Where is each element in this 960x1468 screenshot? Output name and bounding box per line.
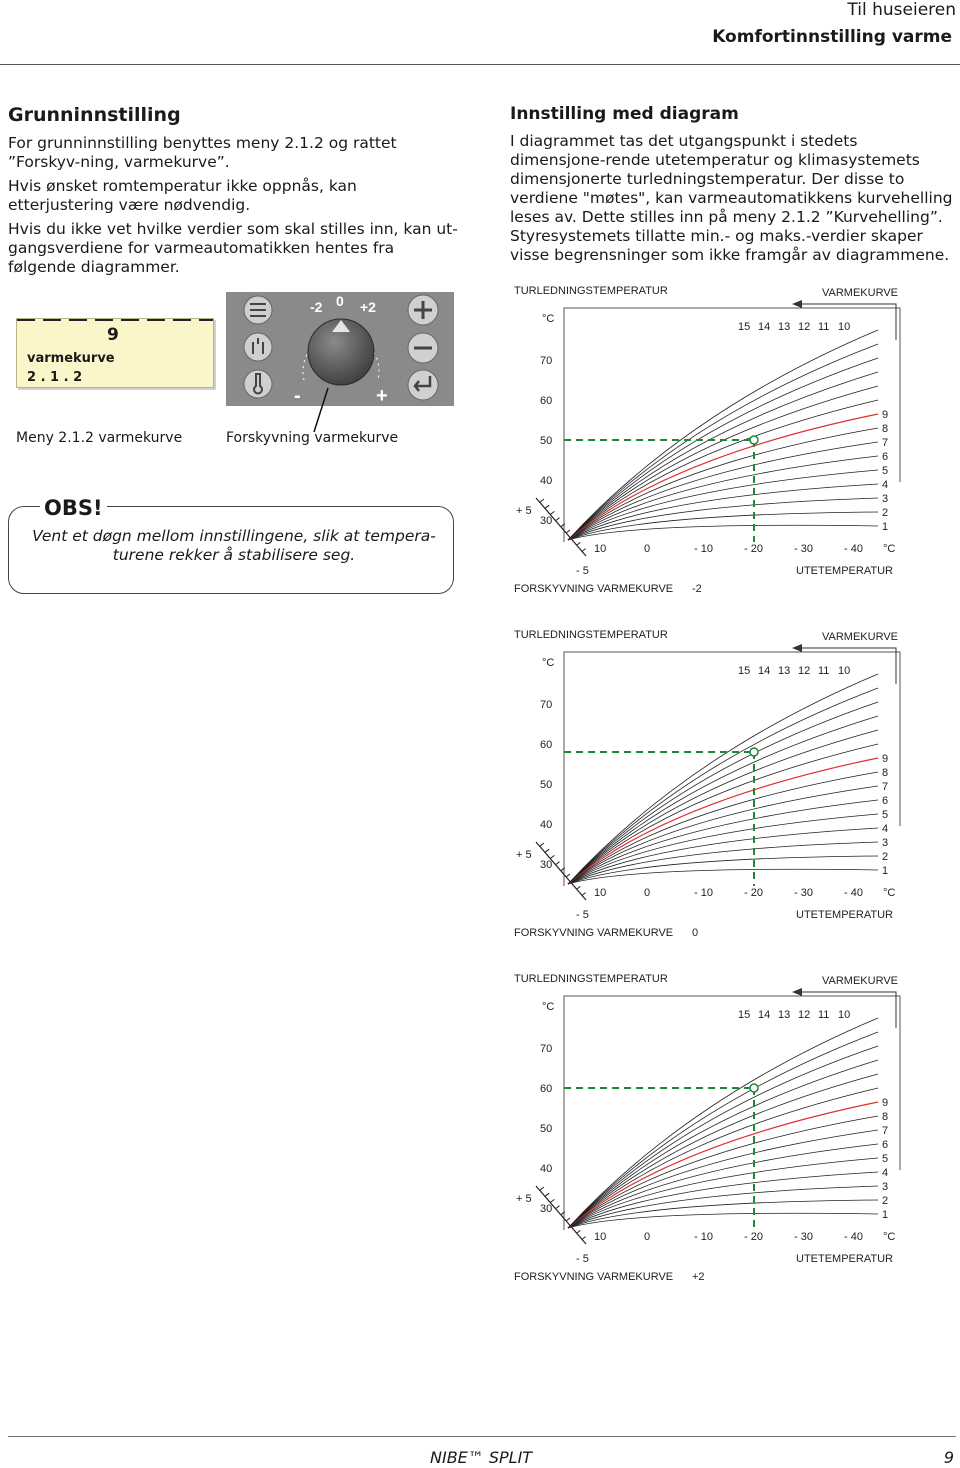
x-tick-label: - 30 — [794, 543, 813, 555]
minus-button[interactable] — [408, 333, 438, 363]
dial-label-plus2: +2 — [360, 299, 376, 315]
x-tick-label: - 20 — [744, 543, 763, 555]
y-tick-label: 40 — [540, 1163, 553, 1175]
dial-pointer-line — [300, 386, 340, 436]
shift-label: FORSKYVNING VARMEKURVE — [514, 927, 674, 939]
shift-axis-tick — [540, 843, 544, 846]
heating-curve — [568, 688, 878, 884]
left-column — [8, 104, 458, 277]
shift-axis-tick — [556, 862, 560, 865]
axis-title-supply: TURLEDNINGSTEMPERATUR — [514, 629, 668, 641]
paragraph: Hvis ønsket romtemperatur ikke oppnås, kan etterjustering være nødvendig. — [8, 177, 357, 214]
shift-value: -2 — [692, 583, 702, 595]
y-tick-label: 30 — [540, 859, 553, 871]
curve-number-label: 2 — [882, 1195, 889, 1207]
x-tick-label: 0 — [644, 1231, 651, 1243]
y-tick-label: 30 — [540, 515, 553, 527]
curve-number-label: 13 — [778, 665, 791, 677]
curve-number-label: 8 — [882, 423, 889, 435]
curve-number-label: 9 — [882, 1097, 889, 1109]
x-tick-label: 10 — [594, 887, 607, 899]
heating-curve — [568, 1158, 878, 1228]
note-text: Vent et døgn mellom innstillingene, slik at tempera-turene rekker å stabilisere seg. — [32, 527, 436, 564]
curve-number-label: 12 — [798, 1009, 811, 1021]
unit-label: °C — [542, 1001, 555, 1013]
y-low-label: + 5 — [516, 505, 532, 517]
arrow-head — [792, 644, 802, 652]
x-tick-label: - 40 — [844, 887, 863, 899]
shift-value: +2 — [692, 1271, 705, 1283]
curve-number-label: 3 — [882, 1181, 889, 1193]
heating-curve-chart-shift-minus2 — [506, 280, 910, 600]
shift-axis-tick — [576, 886, 580, 889]
x-unit-label: °C — [883, 1231, 896, 1243]
shift-label: FORSKYVNING VARMEKURVE — [514, 1271, 674, 1283]
shift-axis-tick — [556, 1206, 560, 1209]
curve-number-label: 1 — [882, 865, 889, 877]
curve-number-label: 9 — [882, 409, 889, 421]
shift-value: 0 — [692, 927, 699, 939]
paragraph: Hvis du ikke vet hvilke verdier som skal stilles inn, kan ut-gangsverdiene for varmeautomatikken hentes fra følgende diagrammer. — [8, 220, 458, 276]
x-tick-label: - 10 — [694, 1231, 713, 1243]
heating-curve — [568, 1088, 878, 1228]
curve-number-label: 8 — [882, 1111, 889, 1123]
unit-label: °C — [542, 657, 555, 669]
curve-number-label: 2 — [882, 851, 889, 863]
curve-number-label: 15 — [738, 1009, 751, 1021]
curve-number-label: 5 — [882, 1153, 889, 1165]
control-panel — [226, 292, 454, 406]
axis-title-outdoor: UTETEMPERATUR — [796, 565, 893, 577]
y-low-label: + 5 — [516, 1193, 532, 1205]
x-low-label: - 5 — [576, 565, 589, 577]
curve-number-label: 3 — [882, 493, 889, 505]
shift-axis-tick — [566, 1218, 570, 1221]
curve-number-label: 2 — [882, 507, 889, 519]
axis-title-outdoor: UTETEMPERATUR — [796, 1253, 893, 1265]
display-value: 9 — [107, 325, 119, 345]
curve-number-label: 10 — [838, 321, 851, 333]
footer-divider — [8, 1436, 956, 1437]
dial-label-minus: - — [294, 385, 301, 406]
legend-curve-label: VARMEKURVE — [822, 975, 899, 987]
axis-title-outdoor: UTETEMPERATUR — [796, 909, 893, 921]
curve-number-label: 13 — [778, 321, 791, 333]
shift-axis-tick — [582, 893, 586, 896]
display-segment-line — [17, 319, 213, 321]
x-tick-label: - 10 — [694, 543, 713, 555]
heating-curve-chart-shift-0 — [506, 624, 910, 944]
curve-number-label: 12 — [798, 321, 811, 333]
x-low-label: - 5 — [576, 909, 589, 921]
curve-number-label: 5 — [882, 809, 889, 821]
y-tick-label: 50 — [540, 779, 553, 791]
legend-curve-label: VARMEKURVE — [822, 287, 899, 299]
design-point-marker — [750, 748, 758, 756]
y-tick-label: 60 — [540, 739, 553, 751]
shift-axis-tick — [550, 855, 554, 858]
section-heading: Innstilling med diagram — [510, 104, 739, 124]
curve-number-label: 11 — [818, 665, 830, 677]
dial-label-plus: + — [376, 385, 388, 406]
x-tick-label: 10 — [594, 1231, 607, 1243]
x-tick-label: - 20 — [744, 887, 763, 899]
x-tick-label: - 40 — [844, 1231, 863, 1243]
y-tick-label: 30 — [540, 1203, 553, 1215]
x-tick-label: 10 — [594, 543, 607, 555]
heating-curve — [568, 1116, 878, 1228]
design-point-marker — [750, 1084, 758, 1092]
curve-number-label: 14 — [758, 1009, 771, 1021]
shift-axis-tick — [545, 505, 549, 508]
shift-axis-tick — [566, 530, 570, 533]
display-menu: 2 . 1 . 2 — [27, 370, 83, 385]
curve-number-label: 6 — [882, 1139, 889, 1151]
shift-label: FORSKYVNING VARMEKURVE — [514, 583, 674, 595]
x-tick-label: 0 — [644, 887, 651, 899]
dial-caption: Forskyvning varmekurve — [226, 430, 399, 446]
curve-number-label: 11 — [818, 1009, 830, 1021]
paragraph: I diagrammet tas det utgangspunkt i stedets dimensjone-rende utetemperatur og klimasystemets dimensjonerte turledningstemperatur. Der disse to verdiene "møtes", kan varmeautomatikkens kurvehelling leses av. Dette stilles inn på meny 2.1.2 ”Kurvehelling”. Styresystemets tillatte min.- og maks.-verdier skaper visse begrensninger som ikke framgår av diagrammene. — [510, 132, 953, 264]
mode-button-hotwater-icon[interactable] — [244, 333, 272, 361]
heating-curve — [568, 1032, 878, 1228]
curve-number-label: 7 — [882, 1125, 889, 1137]
note-title: OBS! — [40, 496, 107, 520]
y-tick-label: 60 — [540, 395, 553, 407]
x-tick-label: - 20 — [744, 1231, 763, 1243]
heating-curve — [568, 772, 878, 884]
x-tick-label: - 40 — [844, 543, 863, 555]
curve-number-label: 15 — [738, 321, 751, 333]
axis-title-supply: TURLEDNINGSTEMPERATUR — [514, 285, 668, 297]
curve-number-label: 4 — [882, 479, 889, 491]
curve-number-label: 1 — [882, 521, 889, 533]
shift-axis-tick — [566, 874, 570, 877]
header-section: Til huseieren — [847, 0, 956, 20]
curve-number-label: 3 — [882, 837, 889, 849]
y-tick-label: 50 — [540, 435, 553, 447]
heating-curve — [568, 428, 878, 540]
plus-button[interactable] — [408, 295, 438, 325]
x-tick-label: - 10 — [694, 887, 713, 899]
right-column — [510, 104, 955, 265]
curve-number-label: 14 — [758, 665, 771, 677]
dial-label-minus2: -2 — [310, 299, 323, 315]
x-unit-label: °C — [883, 887, 896, 899]
y-tick-label: 40 — [540, 475, 553, 487]
dial-label-zero: 0 — [336, 293, 344, 309]
shift-axis-tick — [545, 849, 549, 852]
heating-curve — [568, 869, 878, 884]
shift-axis-tick — [550, 1199, 554, 1202]
shift-axis-tick — [556, 518, 560, 521]
heating-curve — [568, 330, 878, 540]
shift-axis-tick — [576, 542, 580, 545]
footer-brand: NIBE™ SPLIT — [430, 1448, 533, 1467]
curve-number-label: 8 — [882, 767, 889, 779]
header-divider — [0, 64, 960, 65]
y-tick-label: 40 — [540, 819, 553, 831]
legend-curve-label: VARMEKURVE — [822, 631, 899, 643]
x-tick-label: - 30 — [794, 1231, 813, 1243]
curve-number-label: 10 — [838, 665, 851, 677]
paragraph: For grunninnstilling benyttes meny 2.1.2 og rattet ”Forskyv-ning, varmekurve”. — [8, 134, 397, 171]
mode-button-heating-icon[interactable] — [244, 296, 272, 324]
curve-number-label: 12 — [798, 665, 811, 677]
y-tick-label: 70 — [540, 699, 553, 711]
x-unit-label: °C — [883, 543, 896, 555]
enter-button[interactable] — [408, 370, 438, 400]
heating-curve — [568, 470, 878, 540]
curve-number-label: 13 — [778, 1009, 791, 1021]
axis-title-supply: TURLEDNINGSTEMPERATUR — [514, 973, 668, 985]
arrow-head — [792, 988, 802, 996]
shift-axis-tick — [582, 549, 586, 552]
shift-axis-tick — [582, 1237, 586, 1240]
curve-number-label: 15 — [738, 665, 751, 677]
curve-number-label: 5 — [882, 465, 889, 477]
header-title: Komfortinnstilling varme — [712, 27, 952, 47]
curve-number-label: 4 — [882, 823, 889, 835]
curve-number-label: 9 — [882, 753, 889, 765]
x-low-label: - 5 — [576, 1253, 589, 1265]
curve-number-label: 7 — [882, 437, 889, 449]
unit-label: °C — [542, 313, 555, 325]
offset-dial-knob[interactable] — [308, 319, 374, 385]
heating-curve — [568, 674, 878, 884]
heating-curve — [568, 525, 878, 540]
heating-curve-chart-shift-plus2 — [506, 968, 910, 1288]
heating-curve — [568, 814, 878, 884]
mode-button-temperature-icon[interactable] — [244, 370, 272, 398]
y-tick-label: 50 — [540, 1123, 553, 1135]
menu-caption: Meny 2.1.2 varmekurve — [16, 430, 183, 446]
y-low-label: + 5 — [516, 849, 532, 861]
heating-curve — [568, 400, 878, 540]
arrow-head — [792, 300, 802, 308]
x-tick-label: 0 — [644, 543, 651, 555]
shift-axis-tick — [540, 1187, 544, 1190]
shift-axis-tick — [540, 499, 544, 502]
heating-curve — [568, 1018, 878, 1228]
page-number: 9 — [943, 1448, 954, 1467]
shift-axis-tick — [545, 1193, 549, 1196]
display-label: varmekurve — [27, 351, 115, 366]
y-tick-label: 60 — [540, 1083, 553, 1095]
x-tick-label: - 30 — [794, 887, 813, 899]
curve-number-label: 7 — [882, 781, 889, 793]
curve-number-label: 14 — [758, 321, 771, 333]
shift-axis-tick — [576, 1230, 580, 1233]
design-point-marker — [750, 436, 758, 444]
section-heading: Grunninnstilling — [8, 104, 181, 126]
curve-number-label: 6 — [882, 451, 889, 463]
heating-curve — [568, 344, 878, 540]
shift-axis-tick — [550, 511, 554, 514]
curve-number-label: 4 — [882, 1167, 889, 1179]
curve-number-label: 10 — [838, 1009, 851, 1021]
heating-curve — [568, 744, 878, 884]
y-tick-label: 70 — [540, 355, 553, 367]
y-tick-label: 70 — [540, 1043, 553, 1055]
curve-number-label: 1 — [882, 1209, 889, 1221]
display-screen — [16, 318, 214, 388]
curve-number-label: 11 — [818, 321, 830, 333]
heating-curve — [568, 1213, 878, 1228]
curve-number-label: 6 — [882, 795, 889, 807]
